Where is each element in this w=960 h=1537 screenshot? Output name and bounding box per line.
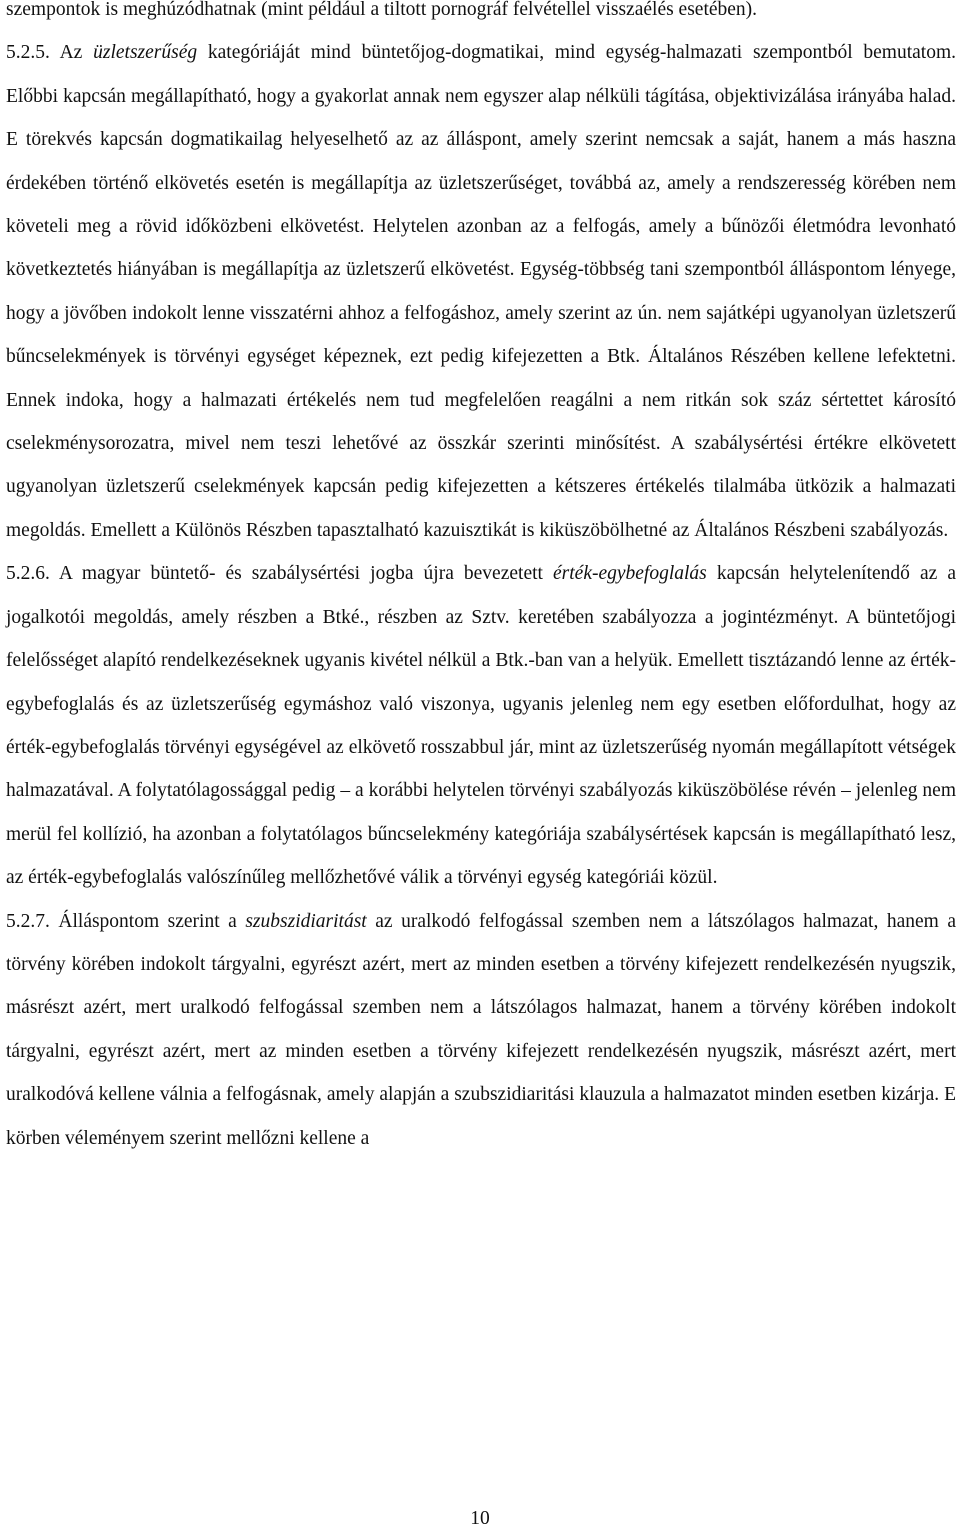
paragraph-5-2-7 xyxy=(6,900,956,1160)
paragraph-carryover xyxy=(6,0,956,31)
paragraph-5-2-6 xyxy=(6,552,956,899)
emphasized-term: érték-egybefoglalás xyxy=(553,563,707,585)
emphasized-term: szubszidiaritást xyxy=(245,910,367,932)
paragraph-5-2-5 xyxy=(6,31,956,552)
paragraph-text: kategóriáját mind büntetőjog-dogmatikai, mind egység-halmazati szempontból bemutatom. Előbbi kapcsán megállapítható, hogy a gyakorlat annak nem egyszer alap nélküli tágítása, objektivizálása irányába halad. E törekvés kapcsán dogmatikailag helyeselhető az az álláspont, amely szerint nemcsak a saját, hanem a más haszna érdekében történő elkövetés esetén is megállapítja az üzletszerűséget, továbbá az, amely a rendszeresség körében nem követeli meg a rövid időközbeni elkövetést. Helytelen azonban az a felfogás, amely a bűnözői életmódra levonható következtetés hiányában is megállapítja az üzletszerű elkövetést. Egység-többség tani szempontból álláspontom lényege, hogy a jövőben indokolt lenne visszatérni ahhoz a felfogáshoz, amely szerint az ún. nem sajátképi ugyanolyan üzletszerű bűncselekmények is törvényi egységet képeznek, ezt pedig kifejezetten a Btk. Általános Részében kellene lefektetni. Ennek indoka, hogy a halmazati értékelés nem tud megfelelően reagálni a nem ritkán sok száz sértettet károsító cselekménysorozatra, mivel nem teszi lehetővé az összkár szerinti minősítést. A szabálysértési értékre elkövetett ugyanolyan üzletszerű cselekmények kapcsán pedig kifejezetten a kétszeres értékelés tilalmába ütközik a halmazati megoldás. Emellett a Különös Részben tapasztalható kazuisztikát is kiküszöbölhetné az Általános Részbeni szabályozás. xyxy=(6,42,956,541)
document-page xyxy=(6,0,956,1160)
page-number: 10 xyxy=(470,1508,490,1529)
paragraph-text: 5.2.6. A magyar büntető- és szabálysértési jogba újra bevezetett xyxy=(6,563,553,585)
paragraph-text: az uralkodó felfogással szemben nem a látszólagos halmazat, hanem a törvény körében indokolt tárgyalni, egyrészt azért, mert az minden esetben a törvény kifejezett rendelkezésén nyugszik, másrészt azért, mert uralkodó felfogással szemben nem a látszólagos halmazat, hanem a törvény körében indokolt tárgyalni, egyrészt azért, mert az minden esetben a törvény kifejezett rendelkezésén nyugszik, másrészt azért, mert uralkodóvá kellene válnia a felfogásnak, amely alapján a szubszidiaritási klauzula a halmazatot minden esetben kizárja. E körben véleményem szerint mellőzni kellene a xyxy=(6,910,956,1149)
paragraph-text: kapcsán helytelenítendő az a jogalkotói megoldás, amely részben a Btké., részben az Sztv. keretében szabályozza a jogintézményt. A büntetőjogi felelősséget alapító rendelkezéseknek ugyanis kivétel nélkül a Btk.-ban van a helyük. Emellett tisztázandó lenne az érték-egybefoglalás és az üzletszerűség egymáshoz való viszonya, ugyanis jelenleg nem egy esetben előfordulhat, hogy az érték-egybefoglalás törvényi egységével az elkövető rosszabbul jár, mint az üzletszerűség nyomán megállapított vétségek halmazatával. A folytatólagossággal pedig – a korábbi helytelen törvényi szabályozás kiküszöbölése révén – jelenleg nem merül fel kollízió, ha azonban a folytatólagos bűncselekmény kategóriája szabálysértések kapcsán is megállapítható lesz, az érték-egybefoglalás valószínűleg mellőzhetővé válik a törvényi egység kategóriái közül. xyxy=(6,563,956,889)
paragraph-text: szempontok is meghúzódhatnak (mint például a tiltott pornográf felvétellel visszaélés esetében). xyxy=(6,0,758,20)
emphasized-term: üzletszerűség xyxy=(93,42,198,64)
paragraph-text: 5.2.7. Álláspontom szerint a xyxy=(6,910,246,932)
paragraph-text: 5.2.5. Az xyxy=(6,42,94,64)
